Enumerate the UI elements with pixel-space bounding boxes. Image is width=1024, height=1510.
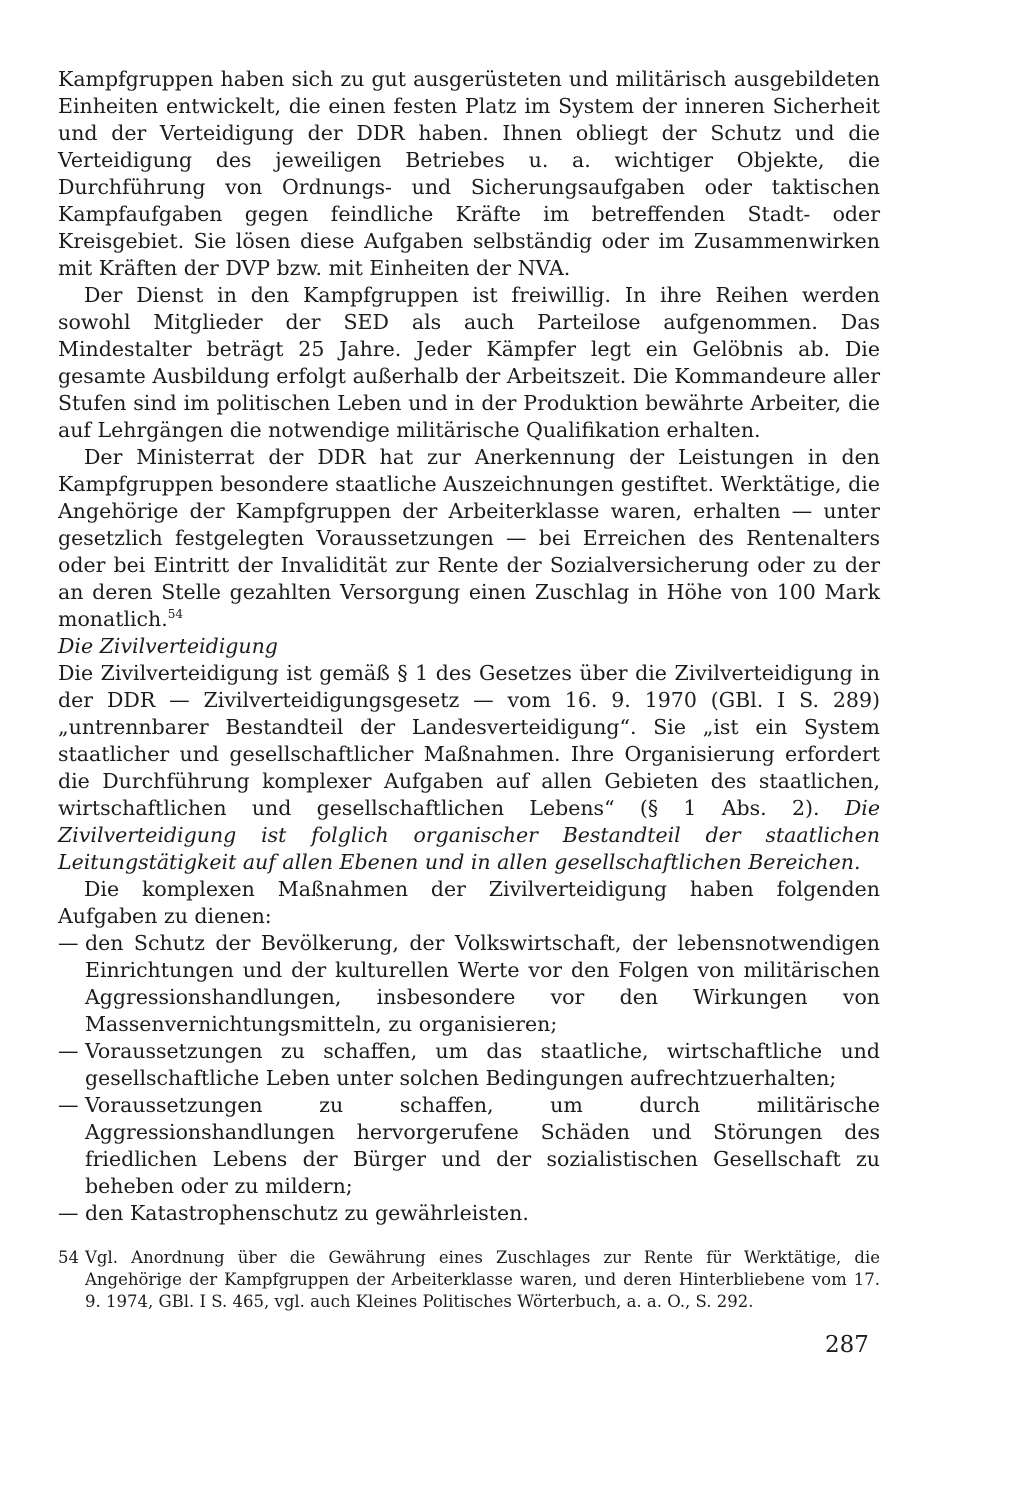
list-item <box>58 1200 880 1227</box>
list-dash: — <box>58 931 79 955</box>
list-item-text: den Katastrophenschutz zu gewährleisten. <box>85 1201 529 1225</box>
paragraph-aufgaben-intro: Die komplexen Maßnahmen der Zivilverteidigung haben folgenden Aufgaben zu dienen: <box>58 877 880 928</box>
paragraph-dienst: Der Dienst in den Kampfgruppen ist freiwillig. In ihre Reihen werden sowohl Mitglieder der SED als auch Parteilose aufgenommen. Das Mindestalter beträgt 25 Jahre. Jeder Kämpfer legt ein Gelöbnis ab. Die gesamte Ausbildung erfolgt außerhalb der Arbeitszeit. Die Kommandeure aller Stufen sind im politischen Leben und in der Produktion bewährte Arbeiter, die auf Lehrgängen die notwendige militärische Qualifikation erhalten. <box>58 283 880 442</box>
section-heading: Die Zivilverteidigung <box>58 634 278 658</box>
task-list <box>58 930 880 1227</box>
paragraph-zivilverteidigung-emphasis: Die Zivilverteidigung ist folglich organischer Bestandteil der staatlichen Leitungstätigkeit auf allen Ebenen und in allen gesellschaftlichen Bereichen. <box>58 796 880 874</box>
paragraph-ministerrat-text: Der Ministerrat der DDR hat zur Anerkennung der Leistungen in den Kampfgruppen besondere staatliche Auszeichnungen gestiftet. Werktätige, die Angehörige der Kampfgruppen der Arbeiterklasse waren, erhalten — unter gesetzlich festgelegten Voraussetzungen — bei Erreichen des Rentenalters oder bei Eintritt der Invalidität zur Rente der Sozialversicherung oder zu der an deren Stelle gezahlten Versorgung einen Zuschlag in Höhe von 100 Mark monatlich. <box>58 445 880 631</box>
footnote-text: Vgl. Anordnung über die Gewährung eines Zuschlages zur Rente für Werktätige, die Angehörige der Kampfgruppen der Arbeiterklasse waren, und deren Hinterbliebene vom 17. 9. 1974, GBl. I S. 465, vgl. auch Kleines Politisches Wörterbuch, a. a. O., S. 292. <box>85 1248 880 1311</box>
list-dash: — <box>58 1201 79 1225</box>
footnote-reference[interactable]: 54 <box>167 607 184 621</box>
paragraph-zivilverteidigung-text: Die Zivilverteidigung ist gemäß § 1 des Gesetzes über die Zivilverteidigung in der DDR — Zivilverteidigungsgesetz — vom 16. 9. 1970 (GBl. I S. 289) „untrennbarer Bestandteil der Landesverteidigung“. Sie „ist ein System staatlicher und gesellschaftlicher Maßnahmen. Ihre Organisierung erfordert die Durchführung komplexer Aufgaben auf allen Gebieten des staatlichen, wirtschaftlichen und gesellschaftlichen Lebens“ (§ 1 Abs. 2). <box>58 661 880 820</box>
paragraph-zivilverteidigung <box>58 660 880 876</box>
list-item-text: Voraussetzungen zu schaffen, um das staatliche, wirtschaftliche und gesellschaftliche Leben unter solchen Bedingungen aufrechtzuerhalten; <box>85 1039 880 1090</box>
footnote <box>58 1247 880 1313</box>
list-item-text: den Schutz der Bevölkerung, der Volkswirtschaft, der lebensnotwendigen Einrichtungen und der kulturellen Werte vor den Folgen von militärischen Aggressionshandlungen, insbesondere vor den Wirkungen von Massenvernichtungsmitteln, zu organisieren; <box>85 931 880 1036</box>
paragraph-ministerrat <box>58 444 880 633</box>
list-dash: — <box>58 1039 79 1063</box>
list-item <box>58 930 880 1038</box>
footnote-number: 54 <box>58 1248 79 1267</box>
page-number: 287 <box>825 1332 869 1358</box>
page-content <box>58 66 880 1313</box>
list-item-text: Voraussetzungen zu schaffen, um durch militärische Aggressionshandlungen hervorgerufene Schäden und Störungen des friedlichen Lebens der Bürger und der sozialistischen Gesellschaft zu beheben oder zu mildern; <box>85 1093 880 1198</box>
list-dash: — <box>58 1093 79 1117</box>
list-item <box>58 1038 880 1092</box>
paragraph-kampfgruppen-intro: Kampfgruppen haben sich zu gut ausgerüsteten und militärisch ausgebildeten Einheiten entwickelt, die einen festen Platz im System der inneren Sicherheit und der Verteidigung der DDR haben. Ihnen obliegt der Schutz und die Verteidigung des jeweiligen Betriebes u. a. wichtiger Objekte, die Durchführung von Ordnungs- und Sicherungsaufgaben oder taktischen Kampfaufgaben gegen feindliche Kräfte im betreffenden Stadt- oder Kreisgebiet. Sie lösen diese Aufgaben selbständig oder im Zusammenwirken mit Kräften der DVP bzw. mit Einheiten der NVA. <box>58 67 880 280</box>
list-item <box>58 1092 880 1200</box>
